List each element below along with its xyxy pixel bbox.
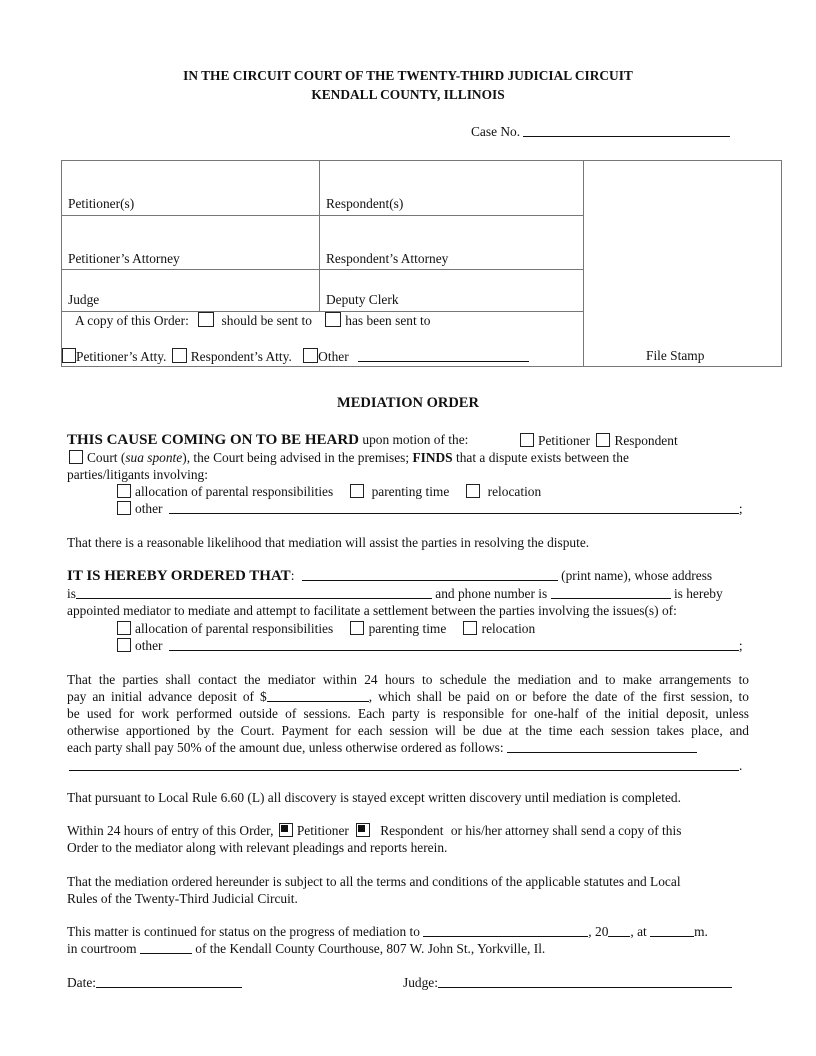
continued-line-2 xyxy=(67,941,545,957)
contact-period: . xyxy=(739,758,743,773)
ordered-semicolon: ; xyxy=(738,638,743,653)
judge-signature-field[interactable] xyxy=(438,975,732,988)
continued-time-field[interactable] xyxy=(650,924,694,937)
deposit-label: pay an initial advance deposit of $ xyxy=(67,689,267,704)
motion-petitioner-checkbox[interactable] xyxy=(520,433,534,447)
continued-line-1 xyxy=(67,924,708,940)
ordered-other-checkbox[interactable] xyxy=(117,638,131,652)
respondent-attorney-label: Respondent’s Attorney xyxy=(326,251,449,266)
likelihood-paragraph: That there is a reasonable likelihood that mediation will assist the parties in resolving the dispute. xyxy=(67,535,590,550)
ordered-follows-field[interactable] xyxy=(507,740,697,753)
within-pre: Within 24 hours of entry of this Order, xyxy=(67,823,274,838)
continued-at-label: , at xyxy=(630,924,647,939)
cause-other-checkbox[interactable] xyxy=(117,501,131,515)
motion-respondent-label: Respondent xyxy=(614,433,678,448)
motion-court-checkbox[interactable] xyxy=(69,450,83,464)
within-post: or his/her attorney shall send a copy of this xyxy=(450,823,682,838)
should-be-sent-checkbox[interactable] xyxy=(198,312,214,327)
petitioners-label: Petitioner(s) xyxy=(68,196,135,211)
ordered-colon: : xyxy=(290,568,295,583)
ordered-parenting-checkbox[interactable] xyxy=(350,621,364,635)
other-field-a[interactable] xyxy=(358,349,392,362)
deposit-amount-field[interactable] xyxy=(267,689,369,702)
cause-parenting-label: parenting time xyxy=(371,484,450,499)
respondents-label: Respondent(s) xyxy=(326,196,404,211)
ordered-as-follows: each party shall pay 50% of the amount due, unless otherwise ordered as follows: xyxy=(67,740,504,755)
cause-allocation-label: allocation of parental responsibilities xyxy=(135,484,334,499)
continued-year-label: , 20 xyxy=(588,924,609,939)
motion-party-options xyxy=(520,433,678,449)
respondent-atty-label: Respondent’s Atty. xyxy=(190,349,292,364)
document-title: MEDIATION ORDER xyxy=(337,395,479,411)
continued-date-field[interactable] xyxy=(423,924,588,937)
ordered-parenting-label: parenting time xyxy=(368,621,447,636)
within-petitioner-label: Petitioner xyxy=(296,823,349,838)
contact-line-1: That the parties shall contact the mediator within 24 hours to schedule the mediation and to make arrangements to xyxy=(67,672,749,687)
within-line-1 xyxy=(67,823,681,839)
case-number xyxy=(471,124,730,140)
cause-other-label: other xyxy=(135,501,163,516)
cause-parenting-checkbox[interactable] xyxy=(350,484,364,498)
courthouse-text: of the Kendall County Courthouse, 807 W. John St., Yorkville, Il. xyxy=(195,941,546,956)
cause-relocation-checkbox[interactable] xyxy=(466,484,480,498)
date-line xyxy=(67,975,242,991)
continued-pre: This matter is continued for status on the progress of mediation to xyxy=(67,924,420,939)
ordered-issue-options xyxy=(117,621,535,637)
cause-lead: THIS CAUSE COMING ON TO BE HEARD xyxy=(67,432,360,448)
judge-signature-line xyxy=(403,975,732,991)
date-field[interactable] xyxy=(96,975,242,988)
subject-line-1: That the mediation ordered hereunder is subject to all the terms and conditions of the applicable statutes and Local xyxy=(67,874,681,889)
courtroom-label: in courtroom xyxy=(67,941,137,956)
judge-label: Judge xyxy=(68,292,100,307)
copy-of-order-row xyxy=(75,312,430,329)
file-stamp-label: File Stamp xyxy=(646,348,705,363)
cause-relocation-label: relocation xyxy=(487,484,542,499)
cause-other-field[interactable] xyxy=(169,501,739,514)
ordered-allocation-label: allocation of parental responsibilities xyxy=(135,621,334,636)
print-name-label: (print name), whose address xyxy=(561,568,713,583)
mediator-address-field[interactable] xyxy=(76,586,432,599)
ordered-lead: IT IS HEREBY ORDERED THAT xyxy=(67,568,291,584)
courtroom-field[interactable] xyxy=(140,941,192,954)
ordered-other-row xyxy=(117,638,743,654)
within-petitioner-checkbox[interactable] xyxy=(279,823,293,837)
has-been-sent-label: has been sent to xyxy=(345,313,431,328)
other-label: Other xyxy=(318,349,349,364)
ordered-follows-line-2 xyxy=(69,758,742,774)
subject-line-2: Rules of the Twenty-Third Judicial Circuit. xyxy=(67,891,298,906)
deposit-terms: , which shall be paid on or before the date of the first session, to xyxy=(368,689,749,704)
cause-other-row xyxy=(117,501,743,517)
deputy-clerk-label: Deputy Clerk xyxy=(326,292,399,307)
judge-signature-label: Judge: xyxy=(403,975,438,990)
finds-post-text: that a dispute exists between the xyxy=(456,450,629,465)
date-label: Date: xyxy=(67,975,96,990)
continued-m-label: m. xyxy=(694,924,708,939)
ordered-other-label: other xyxy=(135,638,163,653)
within-respondent-label: Respondent xyxy=(380,823,444,838)
parties-involving: parties/litigants involving: xyxy=(67,467,208,482)
copy-recipients-row xyxy=(62,348,529,365)
cause-line-2 xyxy=(69,450,629,466)
petitioner-atty-checkbox[interactable] xyxy=(62,348,76,363)
ordered-line-1 xyxy=(67,568,712,585)
mediator-name-field[interactable] xyxy=(302,568,558,581)
contact-paragraph xyxy=(67,671,749,756)
mediator-phone-field[interactable] xyxy=(551,586,671,599)
within-respondent-checkbox[interactable] xyxy=(356,823,370,837)
ordered-line-2 xyxy=(67,586,723,602)
court-heading-line2: KENDALL COUNTY, ILLINOIS xyxy=(311,87,505,102)
court-advised-text: ), the Court being advised in the premises; xyxy=(182,450,410,465)
cause-issue-options xyxy=(117,484,541,500)
other-checkbox[interactable] xyxy=(303,348,318,363)
upon-motion-label: upon motion of the: xyxy=(362,432,469,447)
phone-label: and phone number is xyxy=(435,586,548,601)
sua-sponte-text: sua sponte xyxy=(125,450,183,465)
cause-semicolon: ; xyxy=(738,501,743,516)
motion-respondent-checkbox[interactable] xyxy=(596,433,610,447)
should-be-sent-label: should be sent to xyxy=(221,313,312,328)
copy-label: A copy of this Order: xyxy=(75,313,189,328)
court-heading-line1: IN THE CIRCUIT COURT OF THE TWENTY-THIRD JUDICIAL CIRCUIT xyxy=(183,68,633,83)
court-label: Court ( xyxy=(87,450,126,465)
ordered-follows-field-2[interactable] xyxy=(69,758,739,771)
ordered-relocation-label: relocation xyxy=(481,621,536,636)
petitioner-atty-label: Petitioner’s Atty. xyxy=(76,349,167,364)
motion-petitioner-label: Petitioner xyxy=(538,433,591,448)
is-label: is xyxy=(67,586,76,601)
finds-text: FINDS xyxy=(412,450,453,465)
contact-line-4: otherwise apportioned by the Court. Payment for each session will be due at the time each session takes place, and xyxy=(67,723,749,738)
case-number-label: Case No. xyxy=(471,124,521,139)
ordered-allocation-checkbox[interactable] xyxy=(117,621,131,635)
case-number-field[interactable] xyxy=(523,124,730,137)
contact-line-2 xyxy=(67,688,749,705)
ordered-relocation-checkbox[interactable] xyxy=(463,621,477,635)
petitioner-attorney-label: Petitioner’s Attorney xyxy=(68,251,180,266)
respondent-atty-checkbox[interactable] xyxy=(172,348,187,363)
contact-line-3: be used for work performed outside of sessions. Each party is responsible for one-half of the initial deposit, unless xyxy=(67,706,749,721)
discovery-paragraph: That pursuant to Local Rule 6.60 (L) all discovery is stayed except written discovery until mediation is completed. xyxy=(67,790,681,805)
contact-line-5 xyxy=(67,739,749,756)
has-been-sent-checkbox[interactable] xyxy=(325,312,341,327)
hereby-label: is hereby xyxy=(673,586,723,601)
continued-year-field[interactable] xyxy=(608,924,630,937)
cause-allocation-checkbox[interactable] xyxy=(117,484,131,498)
appointed-line: appointed mediator to mediate and attempt to facilitate a settlement between the parties involving the issues(s) of: xyxy=(67,603,677,618)
ordered-other-field[interactable] xyxy=(169,638,739,651)
within-line-2: Order to the mediator along with relevant pleadings and reports herein. xyxy=(67,840,448,855)
other-field-b[interactable] xyxy=(392,349,529,362)
cause-line-1 xyxy=(67,432,468,449)
